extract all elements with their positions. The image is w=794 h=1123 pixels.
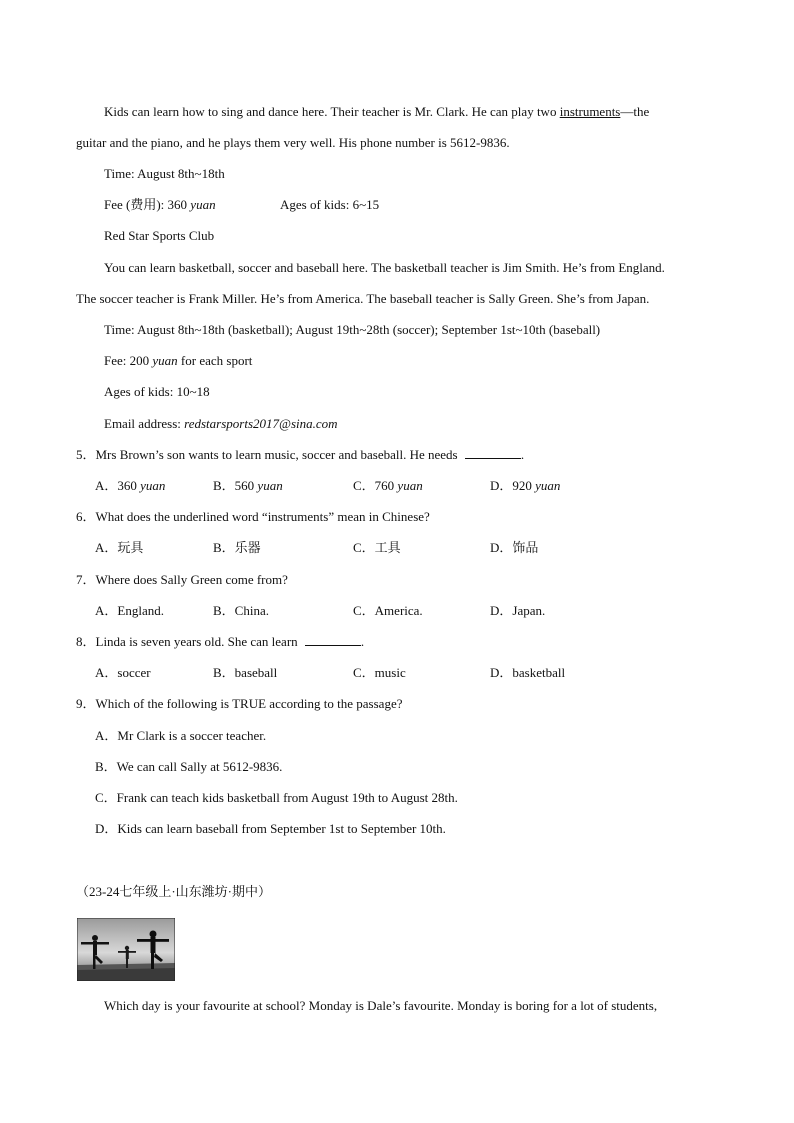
question-7-option-b[interactable]: B．China. xyxy=(213,603,269,618)
sports-ages: Ages of kids: 10~18 xyxy=(104,384,210,399)
source-tag: （23-24七年级上·山东潍坊·期中） xyxy=(76,884,271,899)
paragraph-music-line1: Kids can learn how to sing and dance here. Their teacher is Mr. Clark. He can play two instruments—the xyxy=(104,104,650,119)
question-7-option-d[interactable]: D．Japan. xyxy=(490,603,546,618)
sports-time: Time: August 8th~18th (basketball); August 19th~28th (soccer); September 1st~10th (baseball) xyxy=(104,322,601,337)
music-time: Time: August 8th~18th xyxy=(104,166,225,181)
question-7-option-a[interactable]: A．England. xyxy=(95,603,164,618)
question-5-option-a[interactable]: A．360 yuan xyxy=(95,478,166,493)
question-6-option-d[interactable]: D．饰品 xyxy=(490,540,539,555)
question-9-option-d[interactable]: D．Kids can learn baseball from September 1st to September 10th. xyxy=(95,821,446,836)
music-fee: Fee (费用): 360 yuan xyxy=(104,197,216,212)
question-8-stem: 8．Linda is seven years old. She can learn . xyxy=(76,634,365,649)
underlined-word-instruments: instruments xyxy=(559,104,621,119)
question-6-stem: 6．What does the underlined word “instruments” mean in Chinese? xyxy=(76,509,430,524)
question-8-option-c[interactable]: C．music xyxy=(353,665,406,680)
question-5-option-c[interactable]: C．760 yuan xyxy=(353,478,423,493)
answer-blank[interactable] xyxy=(465,447,521,459)
club-title: Red Star Sports Club xyxy=(104,228,215,243)
music-ages: Ages of kids: 6~15 xyxy=(280,197,380,212)
question-9-option-a[interactable]: A．Mr Clark is a soccer teacher. xyxy=(95,728,267,743)
paragraph-sports-line1: You can learn basketball, soccer and baseball here. The basketball teacher is Jim Smith. He’s from England. xyxy=(104,260,665,275)
sports-fee: Fee: 200 yuan for each sport xyxy=(104,353,253,368)
sports-email: Email address: redstarsports2017@sina.com xyxy=(104,416,338,431)
question-6-option-c[interactable]: C．工具 xyxy=(353,540,401,555)
paragraph-favourite-day-line1: Which day is your favourite at school? Monday is Dale’s favourite. Monday is boring for a lot of students, xyxy=(104,998,658,1013)
question-8-option-a[interactable]: A．soccer xyxy=(95,665,151,680)
question-8-option-b[interactable]: B．baseball xyxy=(213,665,278,680)
answer-blank[interactable] xyxy=(305,634,361,646)
question-7-option-c[interactable]: C．America. xyxy=(353,603,423,618)
paragraph-sports-line2: The soccer teacher is Frank Miller. He’s from America. The baseball teacher is Sally Green. She’s from Japan. xyxy=(76,291,650,306)
paragraph-music-line2: guitar and the piano, and he plays them very well. His phone number is 5612-9836. xyxy=(76,135,510,150)
question-6-option-b[interactable]: B．乐器 xyxy=(213,540,261,555)
question-8-option-d[interactable]: D．basketball xyxy=(490,665,566,680)
question-5-stem: 5．Mrs Brown’s son wants to learn music, soccer and baseball. He needs . xyxy=(76,447,525,462)
question-7-stem: 7．Where does Sally Green come from? xyxy=(76,572,288,587)
question-5-option-d[interactable]: D．920 yuan xyxy=(490,478,561,493)
yoga-kids-photo xyxy=(77,918,175,981)
question-9-stem: 9．Which of the following is TRUE according to the passage? xyxy=(76,696,403,711)
question-9-option-c[interactable]: C．Frank can teach kids basketball from August 19th to August 28th. xyxy=(95,790,458,805)
question-6-option-a[interactable]: A．玩具 xyxy=(95,540,144,555)
question-9-option-b[interactable]: B．We can call Sally at 5612-9836. xyxy=(95,759,283,774)
question-5-option-b[interactable]: B．560 yuan xyxy=(213,478,283,493)
